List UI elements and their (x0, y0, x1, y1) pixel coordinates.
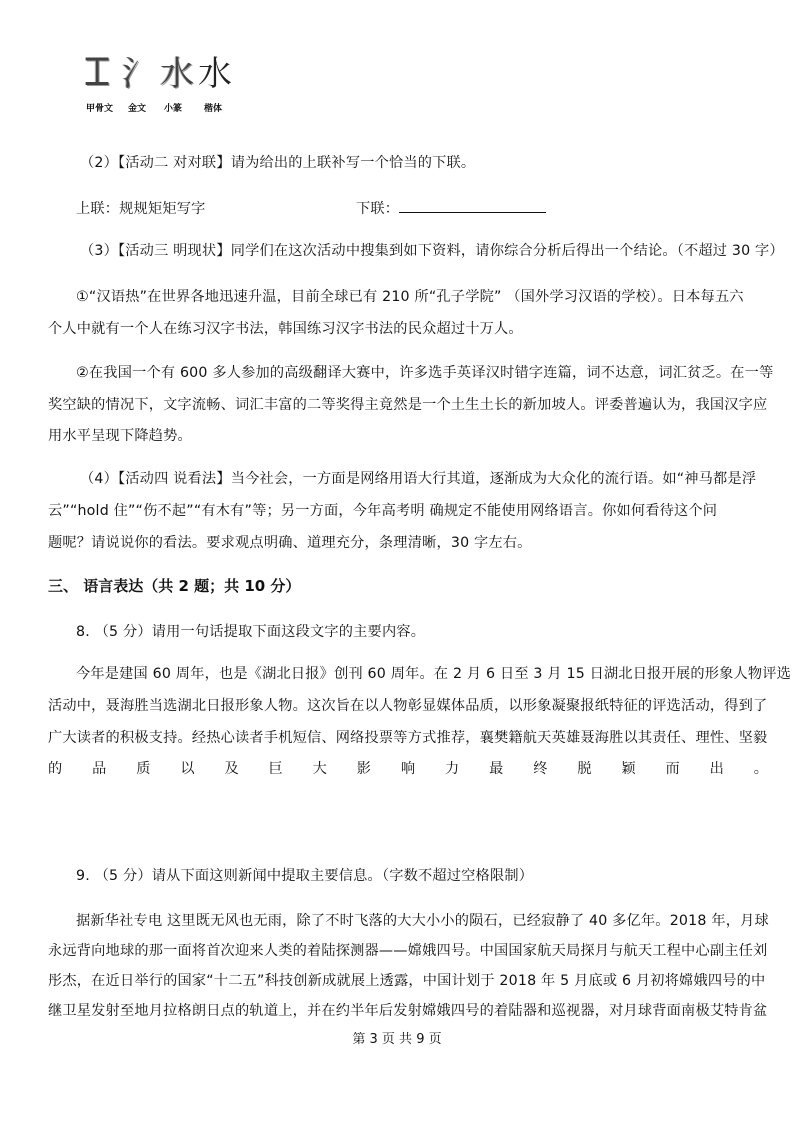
q8-passage-line3: 广大读者的积极支持。经热心读者手机短信、网络投票等方式推荐，襄樊籍航天英雄聂海胜以其责任、理性、坚毅 (48, 730, 768, 746)
activity3-item1-line2: 个人中就有一个人在练习汉字书法，韩国练习汉字书法的民众超过十万人。 (48, 321, 523, 337)
lower-couplet-label: 下联： (356, 201, 400, 217)
script-label-seal: 小篆 (164, 104, 183, 114)
q9-prompt: 9. （5 分）请从下面这则新闻中提取主要信息。（字数不超过空格限制） (76, 868, 534, 884)
lower-couplet-answer-blank[interactable] (399, 198, 546, 213)
activity4-line1: （4）【活动四 说看法】当今社会，一方面是网络用语大行其道，逐渐成为大众化的流行语。如“神马都是浮 (80, 471, 757, 487)
q8-char: 脱 (577, 761, 592, 777)
q8-char: 。 (753, 761, 768, 777)
activity3-item1-line1: ①“汉语热”在世界各地迅速升温，目前全球已有 210 所“孔子学院” （国外学习汉语的学校）。日本每五六 (76, 289, 744, 305)
q8-char: 出 (709, 761, 724, 777)
activity2-lower-couplet (356, 198, 546, 218)
activity2-upper-couplet: 上联：规规矩矩写字 (76, 201, 206, 217)
q8-prompt: 8. （5 分）请用一句话提取下面这段文字的主要内容。 (76, 624, 426, 640)
script-forms-image (86, 52, 236, 98)
script-label-bronze: 金文 (128, 104, 147, 114)
q8-passage-line2: 活动中，聂海胜当选湖北日报形象人物。这次旨在以人物彰显媒体品质，以形象凝聚报纸特征的评选活动，得到了 (48, 698, 768, 714)
q8-char: 最 (489, 761, 504, 777)
q8-char: 及 (224, 761, 239, 777)
q8-char: 巨 (268, 761, 283, 777)
seal-glyph: 水 (160, 54, 194, 94)
activity2-prompt: （2）【活动二 对对联】请为给出的上联补写一个恰当的下联。 (80, 155, 476, 171)
q8-char: 终 (533, 761, 548, 777)
q9-passage-line3: 彤杰，在近日举行的国家“十二五”科技创新成就展上透露，中国计划于 2018 年 5 月底或 6 月初将嫦娥四号的中 (48, 973, 766, 989)
q9-passage-line2: 永远背向地球的那一面将首次迎来人类的着陆探测器——嫦娥四号。中国国家航天局探月与航天工程中心副主任刘 (48, 943, 768, 959)
script-label-oracle: 甲骨文 (86, 104, 114, 114)
activity4-line2: 云”“hold 住”“伤不起”“有木有”等；另一方面，今年高考明 确规定不能使用网络语言。你如何看待这个问 (48, 503, 718, 519)
q9-passage-line1: 据新华社专电 这里既无风也无雨，除了不时飞落的大大小小的陨石，已经寂静了 40 多亿年。2018 年，月球 (76, 913, 769, 929)
section3-heading: 三、 语言表达（共 2 题；共 10 分） (48, 577, 301, 595)
q8-passage-line1: 今年是建国 60 周年，也是《湖北日报》创刊 60 周年。在 2 月 6 日至 3 月 15 日湖北日报开展的形象人物评选 (76, 666, 792, 682)
activity3-item2-line2: 奖空缺的情况下，文字流畅、词汇丰富的二等奖得主竟然是一个土生土长的新加坡人。评委普遍认为，我国汉字应 (48, 397, 768, 413)
q8-char: 力 (444, 761, 460, 777)
q8-char: 品 (92, 761, 107, 777)
q8-char: 影 (356, 761, 371, 777)
regular-glyph: 水 (198, 54, 232, 94)
q8-char: 而 (665, 761, 680, 777)
activity3-item2-line3: 用水平呈现下降趋势。 (48, 428, 192, 444)
activity4-line3: 题呢？请说说你的看法。要求观点明确、道理充分，条理清晰，30 字左右。 (48, 535, 532, 551)
bronze-glyph: 氵 (122, 54, 156, 94)
q8-char: 的 (48, 761, 63, 777)
activity3-item2-line1: ②在我国一个有 600 多人参加的高级翻译大赛中，许多选手英译汉时错字连篇，词不达意，词汇贫乏。在一等 (76, 365, 774, 381)
script-label-regular: 楷体 (204, 104, 223, 114)
page-footer: 第 3 页 共 9 页 (352, 1032, 442, 1047)
q8-char: 颖 (621, 761, 636, 777)
activity3-prompt: （3）【活动三 明现状】同学们在这次活动中搜集到如下资料，请你综合分析后得出一个结论。（不超过 30 字） (80, 243, 784, 259)
q8-passage-line4 (48, 758, 768, 778)
oracle-bone-glyph: 𐊈 (86, 54, 112, 94)
q8-char: 质 (136, 761, 151, 777)
q9-passage-line4: 继卫星发射至地月拉格朗日点的轨道上，并在约半年后发射嫦娥四号的着陆器和巡视器，对月球背面南极艾特肯盆 (48, 1003, 768, 1019)
q8-char: 大 (312, 761, 327, 777)
q8-char: 以 (180, 761, 195, 777)
q8-char: 响 (400, 761, 416, 777)
